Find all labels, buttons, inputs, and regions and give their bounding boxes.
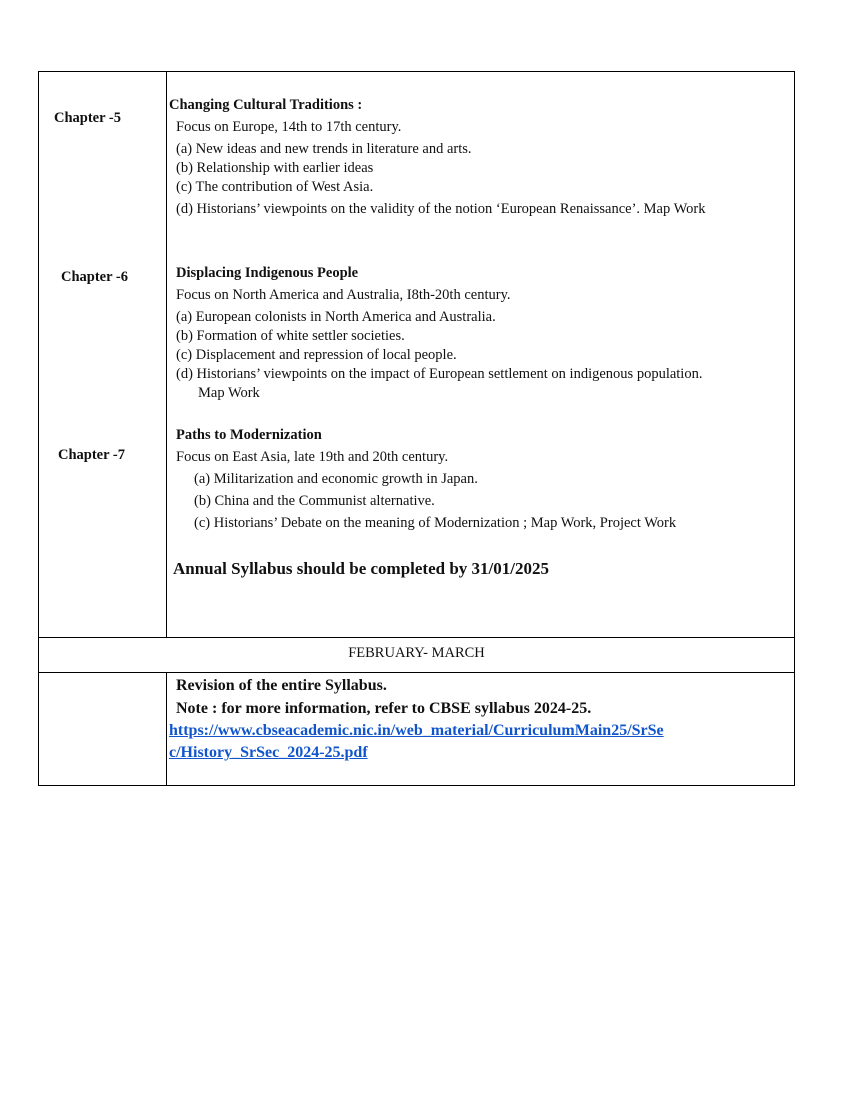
chapter-6-focus: Focus on North America and Australia, I8th-20th century. [176,287,511,303]
row-divider [38,672,795,673]
chapter-7-item: (b) China and the Communist alternative. [194,493,435,509]
chapter-6-title: Displacing Indigenous People [176,265,359,281]
chapter-5-item: (c) The contribution of West Asia. [176,179,374,195]
chapter-5-focus: Focus on Europe, 14th to 17th century. [176,119,402,135]
column-divider [166,71,167,638]
cbse-syllabus-link[interactable]: c/History_SrSec_2024-25.pdf [169,744,368,761]
section-heading: FEBRUARY- MARCH [348,645,485,661]
revision-text: Revision of the entire Syllabus. [176,677,387,694]
chapter-7-item: (a) Militarization and economic growth in Japan. [194,471,478,487]
chapter-5-title: Changing Cultural Traditions : [169,97,363,113]
column-divider [166,672,167,786]
chapter-5-item: (a) New ideas and new trends in literature and arts. [176,141,472,157]
syllabus-table [38,71,795,786]
chapter-5-item: (d) Historians’ viewpoints on the validity of the notion ‘European Renaissance’. Map Work [176,201,706,217]
chapter-6-item: Map Work [198,385,260,401]
chapter-7-label: Chapter -7 [58,447,125,463]
revision-note: Note : for more information, refer to CBSE syllabus 2024-25. [176,700,592,717]
chapter-6-item: (c) Displacement and repression of local people. [176,347,457,363]
cbse-syllabus-link[interactable]: https://www.cbseacademic.nic.in/web_material/CurriculumMain25/SrSe [169,722,664,739]
chapter-6-item: (b) Formation of white settler societies. [176,328,405,344]
chapter-6-item: (d) Historians’ viewpoints on the impact of European settlement on indigenous population. [176,366,703,382]
chapter-7-focus: Focus on East Asia, late 19th and 20th century. [176,449,449,465]
chapter-7-title: Paths to Modernization [176,427,322,443]
chapter-5-label: Chapter -5 [54,110,121,126]
chapter-6-item: (a) European colonists in North America and Australia. [176,309,496,325]
chapter-5-item: (b) Relationship with earlier ideas [176,160,374,176]
row-divider [38,637,795,638]
chapter-6-label: Chapter -6 [61,269,128,285]
annual-syllabus-note: Annual Syllabus should be completed by 31/01/2025 [173,559,549,578]
chapter-7-item: (c) Historians’ Debate on the meaning of Modernization ; Map Work, Project Work [194,515,677,531]
